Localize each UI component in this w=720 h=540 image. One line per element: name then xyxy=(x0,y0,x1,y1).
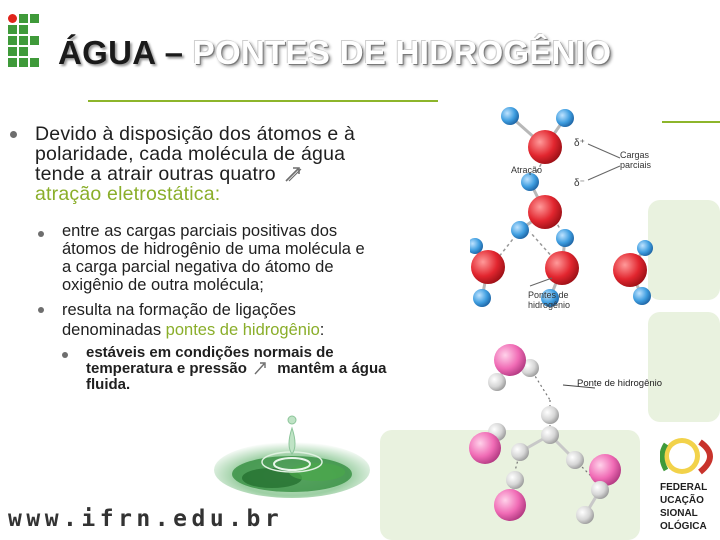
label-line: Cargas xyxy=(620,150,650,160)
bullet-line: polaridade, cada molécula de água xyxy=(35,143,346,165)
label-partial-charges xyxy=(620,150,651,170)
label-hydrogen-bridges xyxy=(528,290,570,310)
hydrogen-bond-3d-diagram xyxy=(455,340,655,540)
arrow-icon xyxy=(253,361,271,375)
label-line: parciais xyxy=(620,160,652,170)
footer-url: www.ifrn.edu.br xyxy=(8,506,284,532)
label-line: Pontes de xyxy=(528,290,569,300)
bullet-line: oxigênio de outra molécula; xyxy=(62,276,264,294)
bullet-line-text: tende a atrair outras quatro xyxy=(35,163,276,185)
bullet-level2-2 xyxy=(62,300,442,340)
title-underline-right xyxy=(662,121,720,123)
stamp-line: FEDERAL xyxy=(660,482,708,493)
bullet-line: átomos de hidrogênio de uma molécula e xyxy=(62,240,365,258)
stamp-line: SIONAL xyxy=(660,508,698,519)
bullet-line-text: mantêm a água xyxy=(277,360,387,377)
bullet-dot xyxy=(38,231,44,237)
label-line: hidrogênio xyxy=(528,300,571,310)
title-underline-left xyxy=(88,100,438,102)
title-part-2: PONTES DE HIDROGÊNIO xyxy=(192,34,612,71)
stamp-line: OLÓGICA xyxy=(660,521,707,532)
stamp-line: UCAÇÃO xyxy=(660,495,704,506)
institution-stamp xyxy=(658,436,720,540)
label-hydrogen-bridge: Ponte de hidrogênio xyxy=(577,378,663,389)
bullet-line: estáveis em condições normais de xyxy=(86,344,334,361)
bullet-line-text: temperatura e pressão xyxy=(86,360,247,377)
label-delta-plus: δ⁺ xyxy=(574,138,585,149)
label-delta-minus: δ⁻ xyxy=(574,178,585,189)
stamp-emblem-icon xyxy=(660,436,720,476)
slide-title xyxy=(58,34,611,72)
bullet-line-text: denominadas xyxy=(62,321,166,339)
bullet-line: Devido à disposição dos átomos e à xyxy=(35,123,356,145)
bullet-line: resulta na formação de ligações xyxy=(62,301,296,319)
bullet-level1 xyxy=(35,124,445,204)
bullet-line-highlight: atração eletrostática: xyxy=(35,183,221,205)
water-drop-image xyxy=(212,408,370,508)
bullet-line: fluida. xyxy=(86,376,131,393)
title-part-1: ÁGUA – xyxy=(58,34,193,71)
bullet-dot xyxy=(38,307,44,313)
bullet-level2-1 xyxy=(62,221,442,295)
label-attraction: Atração xyxy=(511,165,543,175)
bullet-line-highlight: pontes de hidrogênio xyxy=(165,321,320,339)
arrow-icon xyxy=(284,165,306,183)
bullet-level3 xyxy=(86,345,426,393)
bullet-dot xyxy=(10,131,17,138)
bullet-line xyxy=(62,320,442,340)
bullet-line-text: : xyxy=(319,321,325,339)
bullet-line: a carga parcial negativa do átomo de xyxy=(62,258,334,276)
ifrn-logo xyxy=(8,14,58,78)
bullet-line: entre as cargas parciais positivas dos xyxy=(62,222,338,240)
bullet-line xyxy=(86,361,426,377)
bullet-dot xyxy=(62,352,68,358)
bullet-line xyxy=(35,164,445,184)
